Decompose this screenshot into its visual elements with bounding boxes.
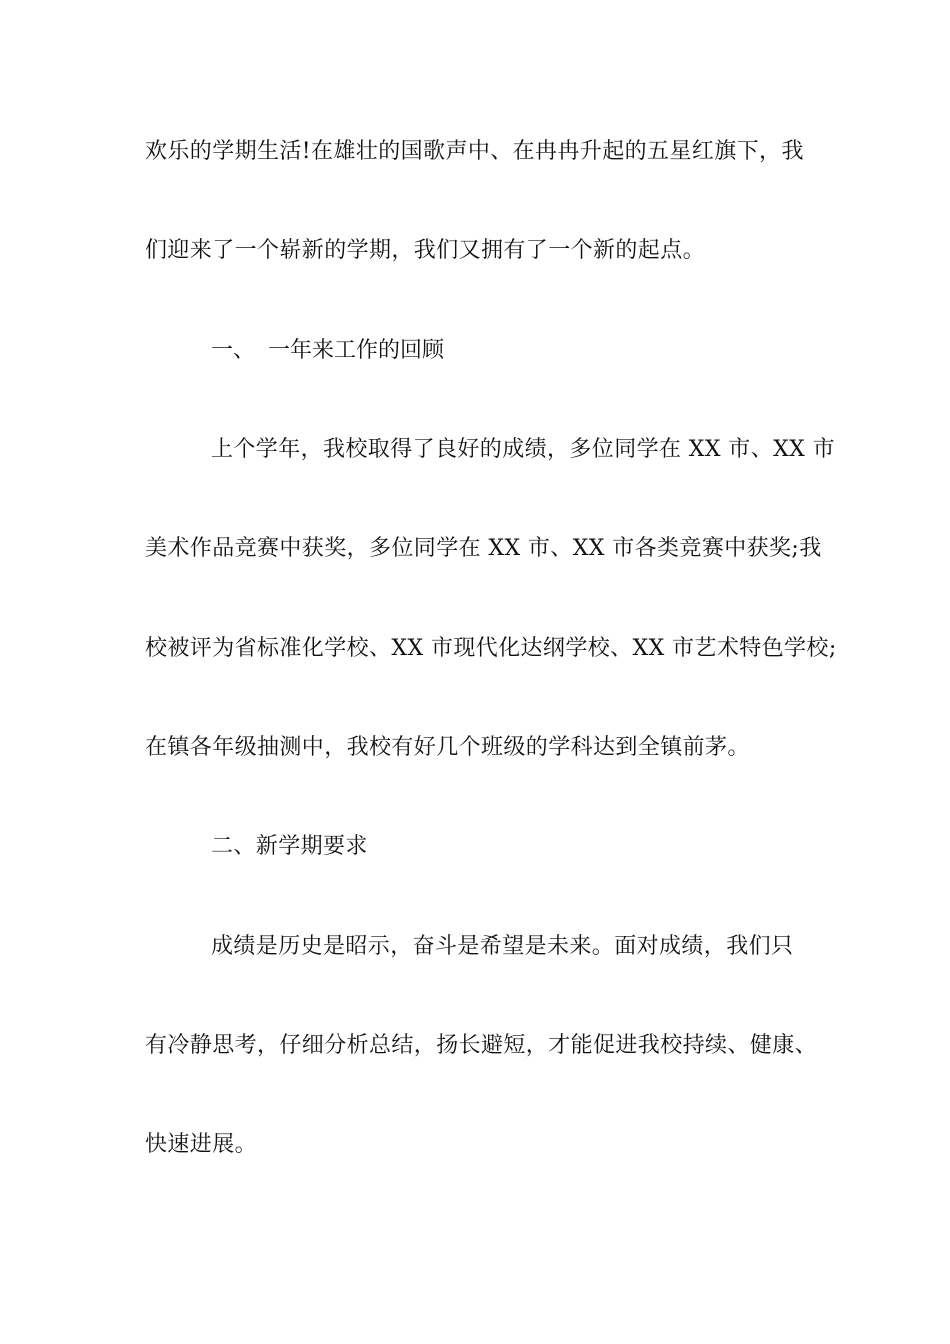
paragraph-line: 在镇各年级抽测中，我校有好几个班级的学科达到全镇前茅。 xyxy=(145,735,750,760)
paragraph-line: 成绩是历史是昭示，奋斗是希望是未来。面对成绩，我们只 xyxy=(211,934,794,959)
section-number: 一、 xyxy=(211,338,256,363)
section-heading: 二、新学期要求 xyxy=(211,834,368,859)
paragraph-line: 上个学年，我校取得了良好的成绩，多位同学在 XX 市、XX 市 xyxy=(211,437,836,462)
section-heading: 一年来工作的回顾 xyxy=(268,338,445,363)
paragraph-line: 们迎来了一个崭新的学期，我们又拥有了一个新的起点。 xyxy=(145,238,706,263)
paragraph-line: 美术作品竞赛中获奖，多位同学在 XX 市、XX 市各类竞赛中获奖;我 xyxy=(145,536,822,561)
paragraph-line: 快速进展。 xyxy=(145,1132,258,1157)
paragraph-line: 校被评为省标准化学校、XX 市现代化达纲学校、XX 市艺术特色学校; xyxy=(145,636,837,661)
paragraph-line: 欢乐的学期生活!在雄壮的国歌声中、在冉冉升起的五星红旗下，我 xyxy=(145,139,804,164)
paragraph-line: 有冷静思考，仔细分析总结，扬长避短，才能促进我校持续、健康、 xyxy=(145,1033,818,1058)
